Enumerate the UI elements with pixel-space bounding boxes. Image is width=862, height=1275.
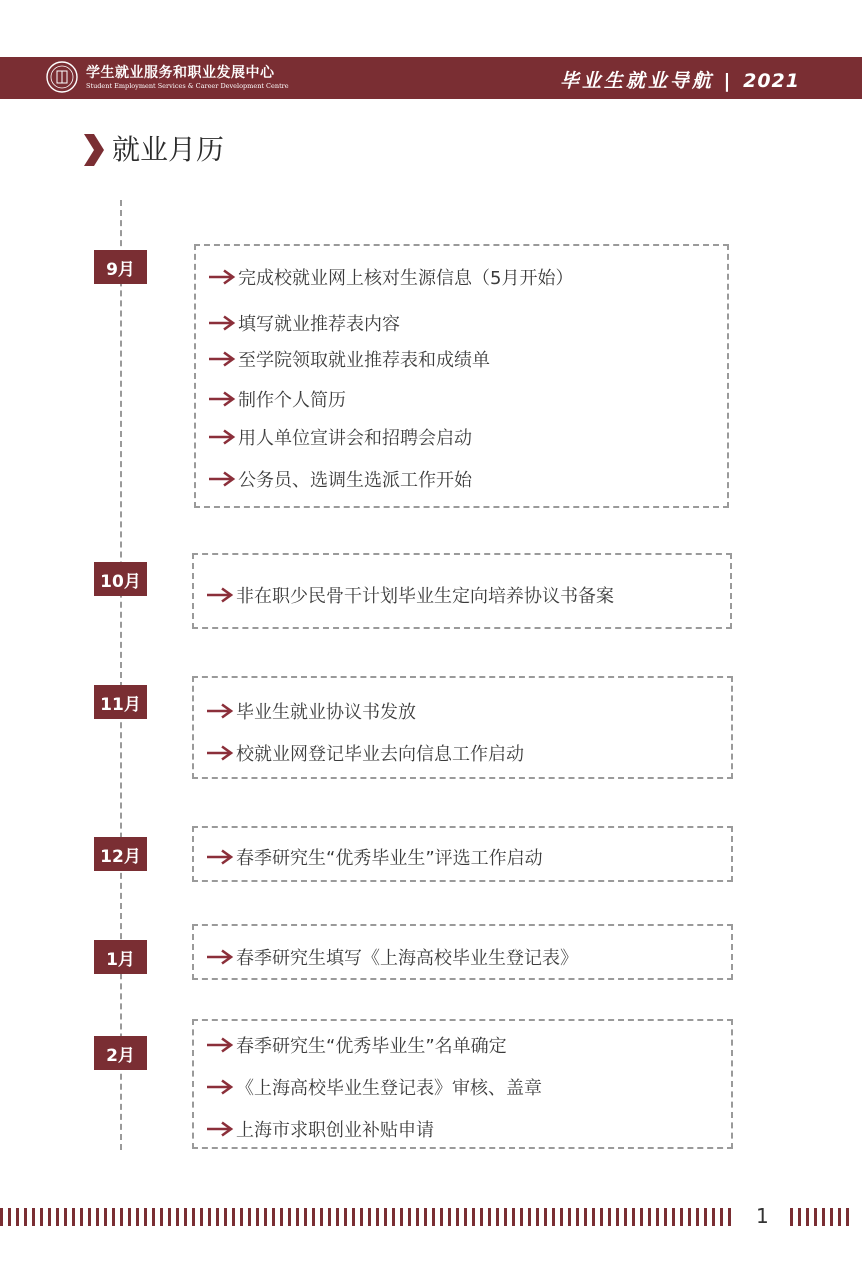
footer-tick — [424, 1208, 427, 1226]
footer-tick — [0, 1208, 3, 1226]
chevron-right-icon — [82, 132, 106, 168]
footer-tick — [312, 1208, 315, 1226]
task-text: 用人单位宣讲会和招聘会启动 — [238, 428, 472, 449]
footer-tick — [240, 1208, 243, 1226]
footer-tick — [368, 1208, 371, 1226]
guide-title: 毕业生就业导航 | 2021 — [559, 70, 800, 92]
task-item — [208, 424, 472, 450]
footer-tick — [728, 1208, 731, 1226]
task-text: 春季研究生“优秀毕业生”名单确定 — [236, 1036, 507, 1057]
footer-tick — [568, 1208, 571, 1226]
footer-tick — [512, 1208, 515, 1226]
arrow-right-icon — [206, 587, 234, 603]
footer-tick — [184, 1208, 187, 1226]
footer-tick — [640, 1208, 643, 1226]
arrow-right-icon — [206, 849, 234, 865]
footer-tick — [680, 1208, 683, 1226]
task-item — [208, 264, 573, 290]
month-task-box — [192, 1019, 733, 1149]
footer-tick — [656, 1208, 659, 1226]
org-name-en: Student Employment Services & Career Development Centre — [86, 82, 289, 90]
footer-tick — [296, 1208, 299, 1226]
page-title: 就业月历 — [112, 133, 225, 166]
footer-tick — [200, 1208, 203, 1226]
task-item — [206, 1032, 507, 1058]
footer-tick — [352, 1208, 355, 1226]
footer-tick — [80, 1208, 83, 1226]
header-bar — [0, 57, 862, 99]
footer-tick — [120, 1208, 123, 1226]
footer-tick — [304, 1208, 307, 1226]
arrow-right-icon — [208, 315, 236, 331]
footer-tick — [790, 1208, 793, 1226]
footer-tick — [608, 1208, 611, 1226]
footer-tick — [144, 1208, 147, 1226]
footer-tick — [136, 1208, 139, 1226]
footer-tick — [96, 1208, 99, 1226]
footer-tick — [544, 1208, 547, 1226]
month-badge: 10月 — [94, 562, 147, 596]
task-text: 上海市求职创业补贴申请 — [236, 1120, 434, 1141]
task-text: 非在职少民骨干计划毕业生定向培养协议书备案 — [236, 586, 614, 607]
footer-tick — [208, 1208, 211, 1226]
arrow-right-icon — [208, 351, 236, 367]
footer-tick — [408, 1208, 411, 1226]
footer-tick — [112, 1208, 115, 1226]
university-seal-icon — [46, 61, 78, 93]
month-badge: 9月 — [94, 250, 147, 284]
task-text: 毕业生就业协议书发放 — [236, 702, 416, 723]
task-text: 填写就业推荐表内容 — [238, 314, 400, 335]
footer-tick — [400, 1208, 403, 1226]
footer-tick — [664, 1208, 667, 1226]
footer-tick — [160, 1208, 163, 1226]
footer-tick — [798, 1208, 801, 1226]
footer-tick — [128, 1208, 131, 1226]
footer-tick — [560, 1208, 563, 1226]
arrow-right-icon — [206, 703, 234, 719]
task-item — [206, 698, 416, 724]
footer-tick — [32, 1208, 35, 1226]
footer-tick — [416, 1208, 419, 1226]
footer-tick — [24, 1208, 27, 1226]
footer-tick — [846, 1208, 849, 1226]
footer-tick — [56, 1208, 59, 1226]
month-task-box — [192, 553, 732, 629]
footer-tick — [232, 1208, 235, 1226]
footer-tick — [280, 1208, 283, 1226]
footer-tick — [152, 1208, 155, 1226]
footer-tick — [40, 1208, 43, 1226]
footer-tick — [344, 1208, 347, 1226]
footer-tick — [592, 1208, 595, 1226]
footer-tick — [288, 1208, 291, 1226]
month-badge: 11月 — [94, 685, 147, 719]
footer-tick — [72, 1208, 75, 1226]
footer-tick — [88, 1208, 91, 1226]
footer-tick — [648, 1208, 651, 1226]
org-name-cn: 学生就业服务和职业发展中心 — [86, 65, 275, 81]
task-item — [206, 1074, 542, 1100]
footer-tick — [704, 1208, 707, 1226]
month-task-box — [192, 676, 733, 779]
task-text: 完成校就业网上核对生源信息（5月开始） — [238, 268, 574, 289]
footer-tick — [8, 1208, 11, 1226]
task-text: 至学院领取就业推荐表和成绩单 — [238, 350, 490, 371]
footer-tick — [464, 1208, 467, 1226]
footer-tick — [552, 1208, 555, 1226]
footer-tick — [672, 1208, 675, 1226]
footer-tick — [192, 1208, 195, 1226]
footer-decoration-right — [790, 1208, 849, 1226]
task-item — [206, 582, 614, 608]
footer-tick — [712, 1208, 715, 1226]
arrow-right-icon — [206, 1037, 234, 1053]
footer-tick — [806, 1208, 809, 1226]
footer-tick — [264, 1208, 267, 1226]
task-item — [206, 1116, 434, 1142]
footer-tick — [448, 1208, 451, 1226]
footer-tick — [600, 1208, 603, 1226]
footer-tick — [360, 1208, 363, 1226]
footer-tick — [822, 1208, 825, 1226]
footer-tick — [838, 1208, 841, 1226]
footer-tick — [272, 1208, 275, 1226]
task-text: 公务员、选调生选派工作开始 — [238, 470, 472, 491]
footer-tick — [248, 1208, 251, 1226]
task-item — [206, 944, 578, 970]
arrow-right-icon — [206, 1079, 234, 1095]
arrow-right-icon — [206, 1121, 234, 1137]
footer-tick — [256, 1208, 259, 1226]
footer-tick — [616, 1208, 619, 1226]
arrow-right-icon — [206, 745, 234, 761]
footer-tick — [472, 1208, 475, 1226]
footer-tick — [488, 1208, 491, 1226]
footer-tick — [392, 1208, 395, 1226]
arrow-right-icon — [206, 949, 234, 965]
footer-tick — [536, 1208, 539, 1226]
month-task-box — [192, 924, 733, 980]
footer-tick — [830, 1208, 833, 1226]
footer-tick — [584, 1208, 587, 1226]
task-text: 春季研究生“优秀毕业生”评选工作启动 — [236, 848, 543, 869]
footer-tick — [168, 1208, 171, 1226]
footer-decoration-left — [0, 1208, 731, 1226]
task-text: 《上海高校毕业生登记表》审核、盖章 — [236, 1078, 542, 1099]
month-badge: 1月 — [94, 940, 147, 974]
footer-tick — [216, 1208, 219, 1226]
arrow-right-icon — [208, 471, 236, 487]
page-number: 1 — [756, 1204, 769, 1228]
footer-tick — [814, 1208, 817, 1226]
footer-tick — [720, 1208, 723, 1226]
arrow-right-icon — [208, 269, 236, 285]
footer-tick — [624, 1208, 627, 1226]
footer-tick — [64, 1208, 67, 1226]
month-badge: 2月 — [94, 1036, 147, 1070]
footer-tick — [504, 1208, 507, 1226]
footer-tick — [104, 1208, 107, 1226]
footer-tick — [496, 1208, 499, 1226]
task-text: 春季研究生填写《上海高校毕业生登记表》 — [236, 948, 578, 969]
task-text: 制作个人简历 — [238, 390, 346, 411]
footer-tick — [16, 1208, 19, 1226]
task-item — [206, 740, 524, 766]
guide-title-text: 毕业生就业导航 — [559, 70, 714, 92]
arrow-right-icon — [208, 429, 236, 445]
timeline-line — [120, 200, 122, 1150]
footer-tick — [520, 1208, 523, 1226]
footer-tick — [528, 1208, 531, 1226]
footer-tick — [632, 1208, 635, 1226]
footer-tick — [696, 1208, 699, 1226]
task-item — [206, 844, 543, 870]
task-text: 校就业网登记毕业去向信息工作启动 — [236, 744, 524, 765]
footer-tick — [688, 1208, 691, 1226]
guide-year: 2021 — [743, 70, 800, 92]
arrow-right-icon — [208, 391, 236, 407]
footer-tick — [320, 1208, 323, 1226]
month-task-box — [192, 826, 733, 882]
footer-tick — [384, 1208, 387, 1226]
task-item — [208, 310, 400, 336]
footer-tick — [328, 1208, 331, 1226]
task-item — [208, 346, 490, 372]
footer-tick — [456, 1208, 459, 1226]
footer-tick — [432, 1208, 435, 1226]
footer-tick — [336, 1208, 339, 1226]
month-badge: 12月 — [94, 837, 147, 871]
footer-tick — [176, 1208, 179, 1226]
task-item — [208, 386, 346, 412]
month-task-box — [194, 244, 729, 508]
footer-tick — [440, 1208, 443, 1226]
footer-tick — [576, 1208, 579, 1226]
footer-tick — [480, 1208, 483, 1226]
task-item — [208, 466, 472, 492]
footer-tick — [224, 1208, 227, 1226]
footer-tick — [48, 1208, 51, 1226]
footer-tick — [376, 1208, 379, 1226]
